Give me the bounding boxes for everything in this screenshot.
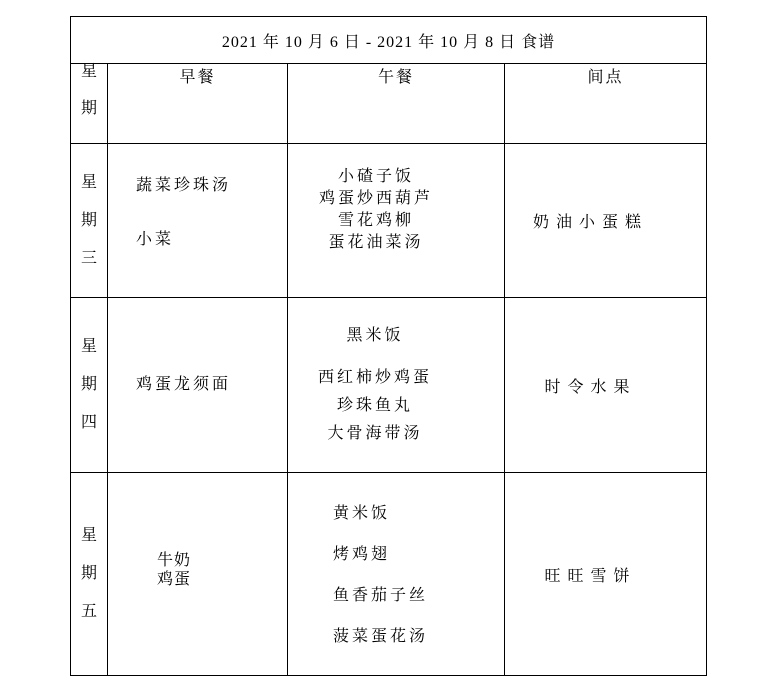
- dish-line: 鸡蛋龙须面: [136, 376, 232, 393]
- dish-line: 珍珠鱼丸: [336, 397, 413, 414]
- dish-line: 烤鸡翅: [333, 545, 391, 563]
- dish-line: 牛奶: [157, 552, 192, 569]
- dish-line: 小碴子饭: [337, 167, 414, 185]
- breakfast-cell-thursday: [108, 298, 288, 473]
- dish-line: 小菜: [136, 230, 175, 248]
- day-label-thursday: 星 期 四: [71, 298, 108, 473]
- table-row-thursday: [71, 298, 707, 473]
- dish-line: 蔬菜珍珠汤: [136, 176, 232, 194]
- day-label-wednesday: 星 期 三: [71, 144, 108, 298]
- dish-line: 鸡蛋: [157, 571, 192, 588]
- breakfast-cell-wednesday: [108, 144, 288, 298]
- dish-line: 黄米饭: [333, 504, 391, 522]
- menu-table: [70, 16, 707, 676]
- day-label-friday: 星 期 五: [71, 473, 108, 676]
- col-header-breakfast: 早餐: [108, 64, 288, 144]
- col-header-lunch: 午餐: [288, 64, 505, 144]
- dish-line: 菠菜蛋花汤: [333, 627, 429, 645]
- col-header-weekday-char-1: 星: [80, 63, 97, 80]
- dish-line: 时令水果: [544, 378, 637, 396]
- menu-title-text: 2021 年 10 月 6 日 - 2021 年 10 月 8 日 食谱: [221, 33, 556, 51]
- snack-cell-wednesday: [505, 144, 707, 298]
- menu-title: [71, 17, 707, 64]
- dish-line: 西红柿炒鸡蛋: [317, 369, 432, 386]
- dish-line: 鸡蛋炒西葫芦: [318, 189, 433, 207]
- dish-line: 雪花鸡柳: [337, 211, 414, 229]
- lunch-cell-wednesday: [288, 144, 505, 298]
- dish-line: 奶油小蛋糕: [533, 214, 649, 231]
- dish-line: 黑米饭: [346, 327, 404, 344]
- snack-cell-friday: [505, 473, 707, 676]
- breakfast-cell-friday: [108, 473, 288, 676]
- col-header-weekday-char-2: 期: [80, 100, 97, 117]
- snack-cell-thursday: [505, 298, 707, 473]
- dish-line: 鱼香茄子丝: [333, 586, 429, 604]
- table-row-friday: [71, 473, 707, 676]
- table-row-wednesday: [71, 144, 707, 298]
- lunch-cell-thursday: [288, 298, 505, 473]
- dish-line: 旺旺雪饼: [544, 567, 637, 585]
- dish-line: 蛋花油菜汤: [328, 233, 424, 251]
- col-header-weekday: [71, 64, 108, 144]
- col-header-snack: 间点: [505, 64, 707, 144]
- lunch-cell-friday: [288, 473, 505, 676]
- dish-line: 大骨海带汤: [327, 425, 423, 442]
